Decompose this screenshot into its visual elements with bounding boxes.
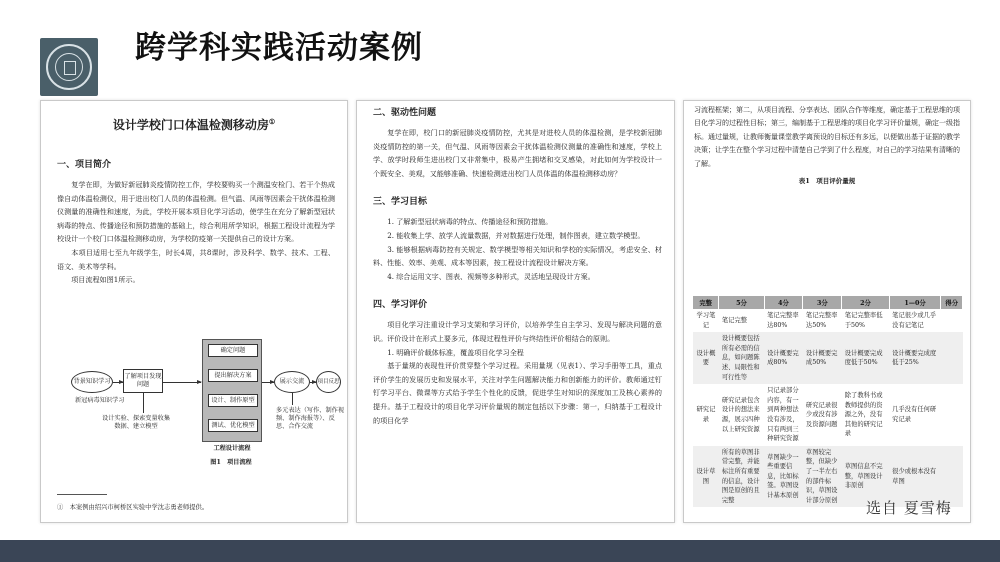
flow-node-reflect: 项目反思 xyxy=(316,371,341,393)
flow-label-survey: 设计实验、探索变量收集数据、建立模型 xyxy=(101,415,171,430)
doc-note-mark: ① xyxy=(268,117,276,126)
footnote-divider xyxy=(57,494,107,495)
table-cell: 只记录部分内容，有一到两种想法没有涉及，只有两到三种研究资源 xyxy=(764,384,803,446)
flow-label-virus: 新冠病毒知识学习 xyxy=(75,397,125,404)
table-cell xyxy=(941,332,963,384)
section-heading-goals: 三、学习目标 xyxy=(373,197,428,208)
table-row-header: 设计草图 xyxy=(693,446,719,508)
section-heading-evaluation: 四、学习评价 xyxy=(373,300,428,311)
section-heading-driving-question: 二、驱动性问题 xyxy=(373,108,437,118)
page-title: 跨学科实践活动案例 xyxy=(135,30,423,66)
goal-item: 4. 综合运用文字、图表、视频等多种形式，灵活地呈现设计方案。 xyxy=(387,271,595,281)
table-cell: 设计概要包括所有必需的信息，如问题陈述、局限性和可行性等 xyxy=(719,332,764,384)
table-cell: 笔记很少或几乎没有记笔记 xyxy=(889,309,941,332)
table-cell xyxy=(941,384,963,446)
flow-connector xyxy=(292,393,293,405)
table-header-cell: 3分 xyxy=(803,296,842,309)
flow-connector xyxy=(143,393,144,413)
section-heading-intro: 一、项目简介 xyxy=(57,160,112,170)
table-cell: 所有的草图非常完整，并能标注所有重要的信息，设计图是原创的且完整 xyxy=(719,446,764,508)
table-header-cell: 4分 xyxy=(764,296,803,309)
doc-title xyxy=(41,116,347,133)
intro-paragraph: 复学在即，为做好新冠肺炎疫情防控工作，学校要购买一个测温安检门、若干个热成像自动体温检测仪，用于进出校门人员的体温检测。但气温、风雨等因素会干扰体温检测仪测量的准确性和速度，为此，学校开展本项目化学习活动，使学生在充分了解新型冠状病毒的特点、传播途径和预防措施的基础上，综合利用所学知识，根据工程设计流程为学校设计一个校门口体温检测移动房，为学校防疫第一关提供自己的设计方案。 xyxy=(57,180,335,244)
table-header-cell: 得分 xyxy=(941,296,963,309)
table-header-cell: 完整 xyxy=(693,296,719,309)
table-cell: 草图信息不完整，草图设计非原创 xyxy=(842,446,889,508)
flow-arrow xyxy=(113,382,123,383)
flow-arrow xyxy=(163,382,201,383)
goal-item: 1. 了解新型冠状病毒的特点、传播途径和预防措施。 xyxy=(387,217,553,227)
footnote: ① 本案例由绍兴市柯桥区实验中学沈志勇老师提供。 xyxy=(57,504,209,511)
evaluation-paragraph: 项目化学习注重设计学习支架和学习评价，以培养学生自主学习、发现与解决问题的意识。评价设计在形式上要多元，体现过程性评价与终结性评价相结合的原则。 xyxy=(373,320,662,343)
table-cell: 研究记录包含设计的想法来源，展示四种以上研究资源 xyxy=(719,384,764,446)
table-cell: 除了教科书或教师提供的资源之外，没有其他的研究记录 xyxy=(842,384,889,446)
stack-caption: 工程设计流程 xyxy=(213,445,251,452)
continued-paragraph: 习流程框架；第二，从项目流程、分享表达、团队合作等维度，确定基于工程思维的项目化学习的过程性目标；第三，编制基于工程思维的项目化学习评价量规，确定一级指标。通过量规，让教师衡量课堂教学离预设的目标还有多远，以便做出基于证据的教学决策；让学生在整个学习过程中清楚自己学到了什么程度，对自己的学习结果有清晰的了解。 xyxy=(694,106,960,168)
figure-caption: 图1 项目流程 xyxy=(210,459,252,466)
table-cell: 笔记完整率低于50% xyxy=(842,309,889,332)
document-page-1 xyxy=(40,100,348,523)
evaluation-body: 基于量规的表现性评价贯穿整个学习过程。采用量规（见表1）、学习手册等工具，重点评价学生的发展历史和发展水平，关注对学生问题解决能力和创新能力的评价。教师通过钉钉学习平台、微课等方式给予学生个性化的反馈，促进学生对知识的深度加工及核心素养的提升。基于工程设计的项目化学习评价量规的制定包括以下步骤：第一，归纳基于工程设计的项目化学 xyxy=(373,361,662,425)
table-cell: 研究记录很少或没有涉及资源问题 xyxy=(803,384,842,446)
flow-step-prototype: 设计、制作原型 xyxy=(208,394,258,407)
project-flow-diagram xyxy=(71,339,345,469)
goal-item: 2. 能收集上学、放学人流量数据，并对数据进行处理，制作图表，建立数学模型。 xyxy=(387,230,645,240)
table-header-cell: 1—0分 xyxy=(889,296,941,309)
table-header-row xyxy=(693,296,963,309)
flow-ref-paragraph: 项目流程如图1所示。 xyxy=(71,275,140,285)
table-cell: 笔记完整率达80% xyxy=(764,309,803,332)
flow-node-share: 展示交流 xyxy=(274,371,310,393)
table-cell: 很少或根本没有草图 xyxy=(889,446,941,508)
table-caption: 表1 项目评价量规 xyxy=(798,177,856,186)
scope-paragraph: 本项目适用七至九年级学生，时长4周，共8课时，涉及科学、数学、技术、工程、语文、美术等学科。 xyxy=(57,247,335,271)
table-header-cell: 5分 xyxy=(719,296,764,309)
table-cell: 设计概要完成度低于25% xyxy=(889,332,941,384)
goal-item: 3. 能够根据病毒防控有关规定、数学模型等相关知识和学校的实际情况，考虑安全、材料、性能、效率、美观、成本等因素，按工程设计流程设计解决方案。 xyxy=(373,244,662,268)
table-row-header: 设计概要 xyxy=(693,332,719,384)
table-body xyxy=(693,309,963,507)
table-row-header: 研究记录 xyxy=(693,384,719,446)
flow-label-exchange: 多元表达（写作、制作视频、制作海报等）、反思、合作交流 xyxy=(276,407,345,430)
doc-title-text: 设计学校门口体温检测移动房 xyxy=(112,118,269,132)
table-cell: 笔记完整率达50% xyxy=(803,309,842,332)
evaluation-subheading: 1. 明确评价载体标准，覆盖项目化学习全程 xyxy=(387,347,524,357)
flow-step-solution: 提出解决方案 xyxy=(208,369,258,382)
table-cell: 设计概要完成80% xyxy=(764,332,803,384)
footer-band xyxy=(0,540,1000,562)
engineering-design-stack xyxy=(202,339,262,442)
table-cell: 设计概要完成度低于50% xyxy=(842,332,889,384)
table-cell: 笔记完整 xyxy=(719,309,764,332)
flow-step-test: 测试、优化模型 xyxy=(208,419,258,432)
table-cell: 草图缺少一些重要信息，比如标签。草图设计基本原创 xyxy=(764,446,803,508)
school-seal-logo xyxy=(40,38,98,96)
document-page-3 xyxy=(683,100,971,523)
flow-arrow xyxy=(262,382,274,383)
evaluation-rubric-table xyxy=(693,296,963,507)
table-cell: 草图较完整，但缺少了一半左右的部件标识，草图设计部分原创 xyxy=(803,446,842,508)
document-page-2 xyxy=(356,100,675,523)
table-row xyxy=(693,332,963,384)
table-cell: 几乎没有任何研究记录 xyxy=(889,384,941,446)
table-cell: 设计概要完成50% xyxy=(803,332,842,384)
table-row xyxy=(693,384,963,446)
table-header-cell: 2分 xyxy=(842,296,889,309)
flow-step-define: 确定问题 xyxy=(208,344,258,357)
table-cell xyxy=(941,309,963,332)
driving-question-paragraph: 复学在即，校门口的新冠肺炎疫情防控，尤其是对进校人员的体温检测，是学校新冠肺炎疫情防控的第一关，但气温、风雨等因素会干扰体温检测仪测量的准确性和速度，学校上学、放学时段师生进出校门又非常集中，极易产生拥堵和交叉感染，对此如何为学校设计一个既安全、美观，又能够准确、快速检测进出校门人员体温的体温检测移动房？ xyxy=(373,128,662,178)
table-row xyxy=(693,309,963,332)
flow-node-background: 背景知识学习 xyxy=(71,371,113,393)
table-row-header: 学习笔记 xyxy=(693,309,719,332)
source-credit: 选自 夏雪梅 xyxy=(866,499,952,517)
flow-node-learn: 了解项目发现问题 xyxy=(123,369,163,393)
